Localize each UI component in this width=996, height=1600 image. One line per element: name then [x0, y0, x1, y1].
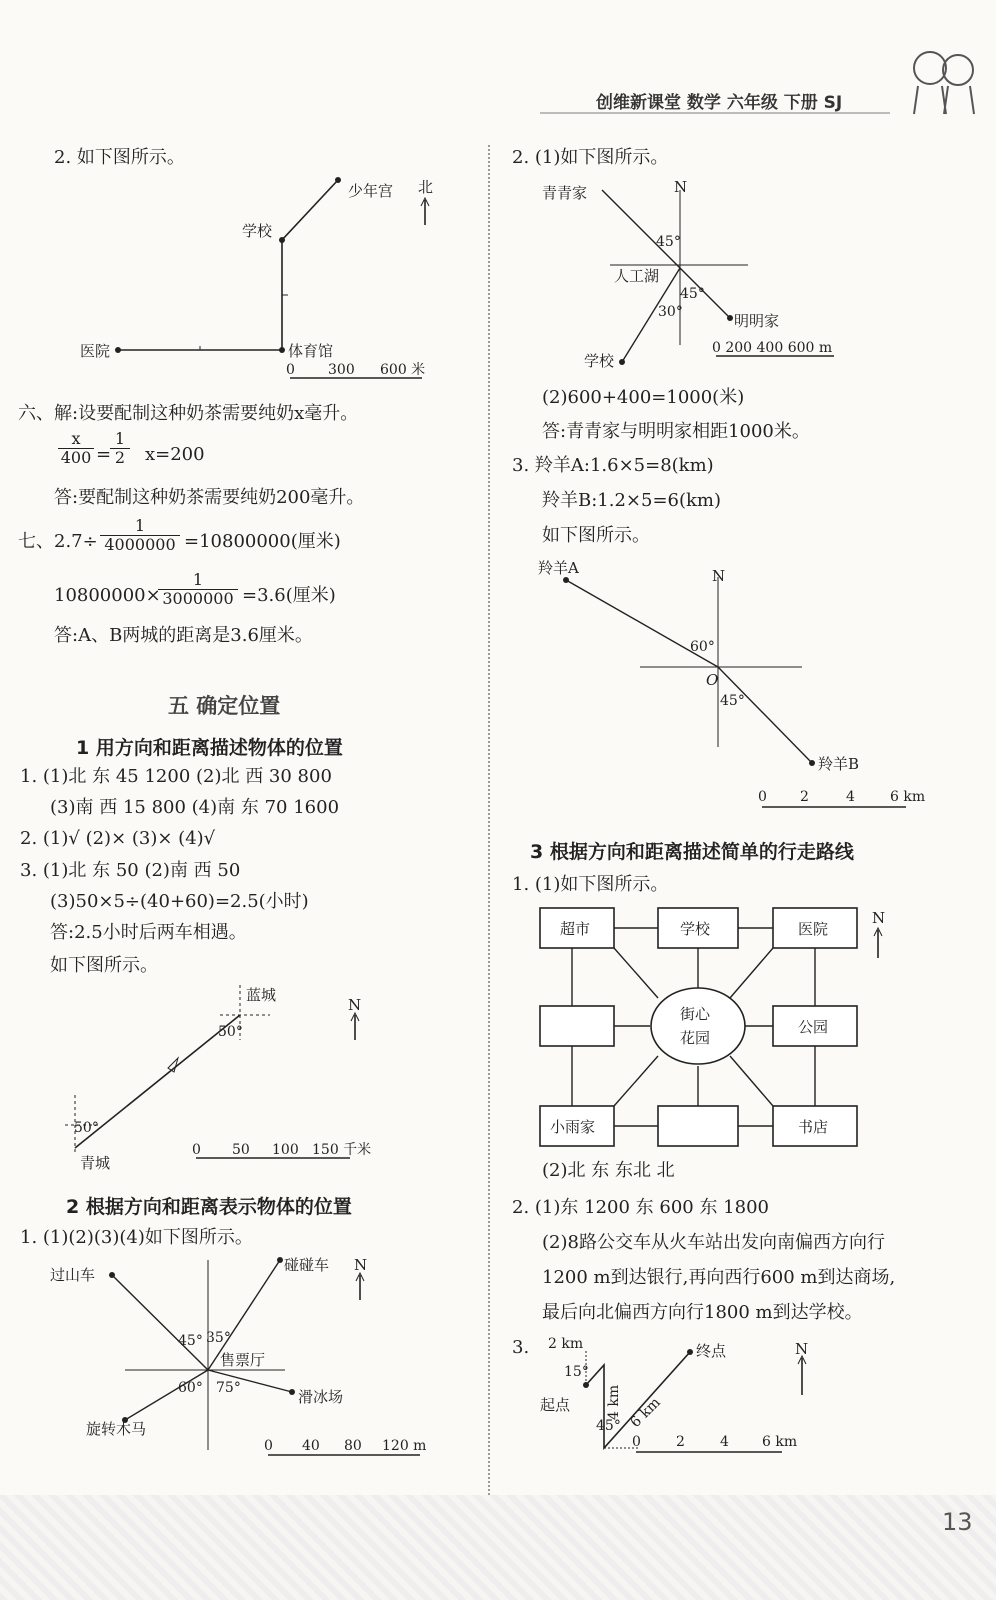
scale-80: 80	[344, 1438, 362, 1454]
label-lingyangA: 羚羊A	[538, 559, 579, 577]
map-route	[530, 1330, 820, 1455]
label-rengonghu: 人工湖	[614, 267, 660, 285]
label-huabing: 滑冰场	[298, 1388, 344, 1406]
left-q2-intro: 2. 如下图所示。	[54, 147, 185, 168]
map-youth-palace	[70, 170, 450, 390]
box-chaoshi: 超市	[560, 920, 591, 938]
label-shoupiao: 售票厅	[220, 1351, 266, 1369]
map-streets	[530, 898, 910, 1153]
q7b-post: =3.6(厘米)	[242, 585, 336, 606]
q6-frac1-num: x	[71, 429, 81, 448]
footer-band	[0, 1495, 996, 1600]
s3-q2a: 2. (1)东 1200 东 600 东 1800	[512, 1197, 769, 1218]
label-tiyuguan: 体育馆	[288, 342, 334, 360]
right-q3b: 羚羊B:1.2×5=6(km)	[542, 490, 722, 511]
q7-pre: 七、2.7÷	[18, 531, 98, 552]
scale-300: 300	[328, 362, 355, 378]
header-title: 创维新课堂 数学 六年级 下册 SJ	[596, 93, 843, 113]
label-6km: 6 km	[627, 1394, 664, 1431]
q6-frac1	[58, 430, 94, 467]
s3-q1: 1. (1)如下图所示。	[512, 874, 669, 895]
scale-label: 0 200 400 600 m	[712, 340, 833, 356]
box-xuexiao: 学校	[680, 920, 711, 938]
s1-q2: 2. (1)√ (2)× (3)× (4)√	[20, 828, 216, 849]
unit-title: 五 确定位置	[168, 694, 281, 718]
scale-50: 50	[232, 1142, 250, 1158]
box-xiaoyu: 小雨家	[550, 1118, 596, 1136]
label-a35: 35°	[206, 1330, 231, 1346]
label-2km: 2 km	[548, 1336, 584, 1352]
right-q3a: 3. 羚羊A:1.6×5=8(km)	[512, 455, 714, 476]
sec2-title: 2 根据方向和距离表示物体的位置	[66, 1196, 352, 1218]
box-yiyuan: 医院	[798, 920, 829, 938]
q6-frac1-den: 400	[58, 448, 94, 467]
s3-q2b: (2)8路公交车从火车站出发向南偏西方向行	[542, 1232, 885, 1253]
label-yiyuan: 医院	[80, 342, 111, 360]
q6-frac2	[110, 430, 130, 467]
map-amusement-park	[40, 1250, 450, 1460]
label-xuexiao: 学校	[242, 222, 273, 240]
label-n: N	[354, 1256, 368, 1274]
scale-0: 0	[264, 1438, 273, 1454]
q6-x: x=200	[145, 444, 205, 465]
scale-600: 600 米	[380, 362, 426, 378]
map-lancheng	[60, 980, 390, 1180]
label-zhongdian: 终点	[696, 1342, 727, 1360]
label-bei: 北	[418, 178, 434, 196]
q7b-pre: 10800000×	[54, 585, 161, 606]
label-jiexin: 街心	[680, 1005, 711, 1023]
s3-q1b: (2)北 东 东北 北	[542, 1160, 675, 1181]
sec3-title: 3 根据方向和距离描述简单的行走路线	[530, 841, 854, 863]
label-guoshanche: 过山车	[50, 1266, 96, 1284]
label-pengpengche: 碰碰车	[284, 1256, 330, 1274]
q7-frac-den: 4000000	[100, 535, 180, 554]
s1-q3d: 如下图所示。	[50, 955, 158, 976]
label-qidian: 起点	[540, 1396, 571, 1414]
scale-120: 120 m	[382, 1438, 427, 1454]
label-a60: 60°	[178, 1380, 203, 1396]
label-n: N	[872, 909, 886, 927]
s1-q3b: (3)50×5÷(40+60)=2.5(小时)	[50, 891, 309, 912]
q6-eq: =	[96, 444, 112, 465]
label-a45b: 45°	[680, 286, 705, 302]
mascot-icon	[900, 40, 990, 120]
label-n: N	[674, 178, 688, 196]
label-a45: 45°	[178, 1333, 203, 1349]
label-o: O	[706, 671, 719, 689]
q6-frac2-den: 2	[110, 448, 130, 467]
label-a45: 45°	[720, 693, 745, 709]
q7-frac-num: 1	[134, 516, 146, 535]
label-qingcheng: 青城	[80, 1154, 111, 1172]
label-a60: 60°	[690, 639, 715, 655]
right-q2-calc: (2)600+400=1000(米)	[542, 387, 745, 408]
page-number: 13	[942, 1508, 973, 1536]
box-gongyuan: 公园	[798, 1018, 829, 1036]
label-a2: 50°	[74, 1120, 99, 1136]
label-qingqing: 青青家	[542, 184, 588, 202]
label-lingyangB: 羚羊B	[818, 755, 860, 773]
q7-answer: 答:A、B两城的距离是3.6厘米。	[54, 625, 313, 646]
q6-frac2-num: 1	[114, 429, 126, 448]
label-a30: 30°	[658, 304, 683, 320]
q6-line1: 六、解:设要配制这种奶茶需要纯奶x毫升。	[18, 403, 359, 424]
label-n: N	[712, 567, 726, 585]
divider	[488, 145, 490, 1535]
label-a45a: 45°	[656, 234, 681, 250]
label-shaonian: 少年宫	[348, 182, 394, 200]
s3-q2d: 最后向北偏西方向行1800 m到达学校。	[542, 1302, 863, 1323]
q7-frac	[100, 517, 180, 554]
s3-q3: 3.	[512, 1337, 530, 1358]
scale-100: 100	[272, 1142, 299, 1158]
label-huayuan: 花园	[680, 1029, 711, 1047]
right-q2-answer: 答:青青家与明明家相距1000米。	[542, 421, 810, 442]
map-lake	[530, 170, 870, 370]
box-shudian: 书店	[798, 1118, 829, 1136]
label-lancheng: 蓝城	[246, 986, 277, 1004]
scale-0: 0	[286, 362, 295, 378]
label-a15: 15°	[564, 1364, 589, 1380]
label-n: N	[795, 1340, 809, 1358]
sec1-title: 1 用方向和距离描述物体的位置	[76, 737, 343, 759]
header-rule	[540, 112, 890, 114]
scale-6: 6 km	[762, 1434, 798, 1450]
scale-6: 6 km	[890, 789, 926, 805]
scale-4: 4	[720, 1434, 729, 1450]
label-a75: 75°	[216, 1380, 241, 1396]
label-4km: 4 km	[606, 1384, 622, 1420]
q7b-frac-den: 3000000	[158, 589, 238, 608]
q7-post: =10800000(厘米)	[184, 531, 341, 552]
scale-0: 0	[758, 789, 767, 805]
label-xuanzhuan: 旋转木马	[86, 1420, 147, 1438]
right-q2-intro: 2. (1)如下图所示。	[512, 147, 669, 168]
scale-2: 2	[800, 789, 809, 805]
s3-q2c: 1200 m到达银行,再向西行600 m到达商场,	[542, 1267, 896, 1288]
label-a45: 45°	[596, 1418, 621, 1434]
q7b-frac	[158, 571, 238, 608]
label-n: N	[348, 996, 362, 1014]
s1-q3a: 3. (1)北 东 50 (2)南 西 50	[20, 860, 241, 881]
label-a1: 50°	[218, 1024, 243, 1040]
map-antelope	[530, 555, 950, 815]
scale-150: 150 千米	[312, 1142, 372, 1158]
scale-0: 0	[632, 1434, 641, 1450]
s1-q3c: 答:2.5小时后两车相遇。	[50, 922, 247, 943]
label-mingming: 明明家	[734, 312, 780, 330]
s2-q1: 1. (1)(2)(3)(4)如下图所示。	[20, 1227, 253, 1248]
q7b-frac-num: 1	[192, 570, 204, 589]
scale-0: 0	[192, 1142, 201, 1158]
right-q3c: 如下图所示。	[542, 525, 650, 546]
scale-4: 4	[846, 789, 855, 805]
scale-2: 2	[676, 1434, 685, 1450]
s1-q1a: 1. (1)北 东 45 1200 (2)北 西 30 800	[20, 766, 332, 787]
scale-40: 40	[302, 1438, 320, 1454]
q6-answer: 答:要配制这种奶茶需要纯奶200毫升。	[54, 487, 365, 508]
s1-q1b: (3)南 西 15 800 (4)南 东 70 1600	[50, 797, 340, 818]
label-xuexiao: 学校	[584, 352, 615, 370]
